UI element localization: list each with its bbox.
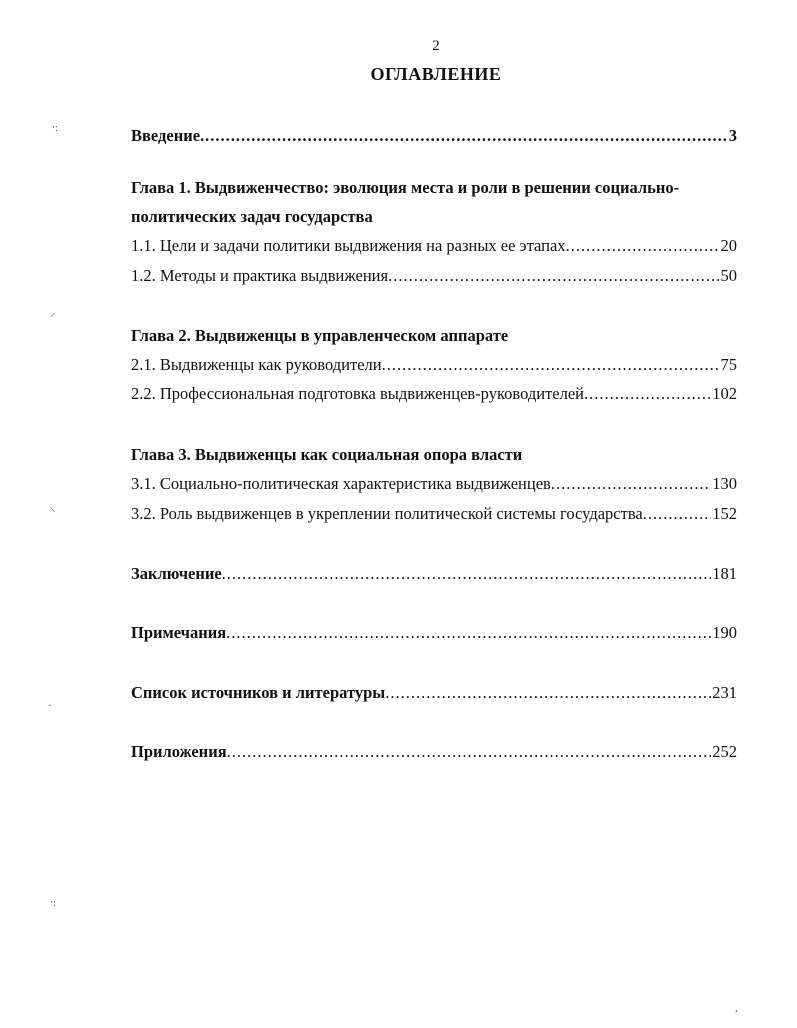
- toc-entry-label: Приложения: [131, 742, 227, 761]
- toc-leader-dots: [227, 741, 712, 763]
- toc-leader-dots: [222, 563, 712, 585]
- toc-entry-label: 1.1. Цели и задачи политики выдвижения на разных ее этапах: [131, 236, 566, 255]
- toc-leader-dots: [551, 473, 711, 495]
- toc-entry-notes[interactable]: [131, 622, 737, 644]
- toc-entry-1-1[interactable]: [131, 235, 737, 257]
- scan-speck: ⸱:: [50, 897, 57, 909]
- toc-entry-label: 3.2. Роль выдвиженцев в укреплении политической системы государства: [131, 504, 643, 523]
- toc-page-number: 102: [712, 384, 737, 403]
- toc-entry-conclusion[interactable]: [131, 563, 737, 585]
- scan-speck: ·: [48, 700, 52, 712]
- toc-leader-dots: [200, 125, 728, 147]
- toc-entry-2-2[interactable]: [131, 383, 737, 405]
- chapter-3-heading[interactable]: Глава 3. Выдвиженцы как социальная опора власти: [131, 445, 523, 464]
- toc-entry-sources[interactable]: [131, 682, 737, 704]
- page-number: 2: [432, 38, 440, 54]
- toc-entry-label: 2.1. Выдвиженцы как руководители: [131, 355, 382, 374]
- toc-entry-label: 2.2. Профессиональная подготовка выдвиженцев-руководителей: [131, 384, 584, 403]
- toc-leader-dots: [382, 354, 720, 376]
- toc-leader-dots: [643, 503, 712, 525]
- toc-entry-label: 3.1. Социально-политическая характеристика выдвиженцев: [131, 474, 551, 493]
- toc-page-number: 152: [712, 504, 737, 523]
- toc-entry-label: Список источников и литературы: [131, 683, 386, 702]
- scan-speck: ⸱:: [52, 122, 59, 134]
- toc-entry-label: 1.2. Методы и практика выдвижения: [131, 266, 389, 285]
- toc-entry-2-1[interactable]: [131, 354, 737, 376]
- toc-entry-appendix[interactable]: [131, 741, 737, 763]
- scan-speck: ⸜: [50, 502, 56, 514]
- toc-entry-1-2[interactable]: [131, 265, 737, 287]
- page-title: ОГЛАВЛЕНИЕ: [370, 64, 502, 84]
- toc-entry-3-1[interactable]: [131, 473, 737, 495]
- toc-leader-dots: [566, 235, 720, 257]
- toc-page-number: 252: [712, 742, 737, 761]
- chapter-2-heading[interactable]: Глава 2. Выдвиженцы в управленческом аппарате: [131, 326, 509, 345]
- toc-entry-label: Введение: [131, 126, 201, 145]
- chapter-1-heading[interactable]: Глава 1. Выдвиженчество: эволюция места и роли в решении социально-: [131, 178, 680, 197]
- chapter-1-heading-cont[interactable]: политических задач государства: [131, 207, 373, 226]
- scan-speck: ,: [735, 1002, 738, 1014]
- toc-page-number: 20: [720, 236, 737, 255]
- toc-page-number: 190: [712, 623, 737, 642]
- toc-page-number: 231: [712, 683, 737, 702]
- toc-leader-dots: [388, 265, 719, 287]
- toc-page-number: 3: [728, 126, 737, 145]
- toc-entry-label: Заключение: [131, 564, 222, 583]
- toc-leader-dots: [385, 682, 711, 704]
- toc-leader-dots: [226, 622, 711, 644]
- toc-entry-3-2[interactable]: [131, 503, 737, 525]
- toc-page-number: 50: [720, 266, 737, 285]
- toc-entry-label: Примечания: [131, 623, 227, 642]
- toc-page-number: 75: [720, 355, 737, 374]
- toc-page-number: 181: [712, 564, 737, 583]
- toc-page-number: 130: [712, 474, 737, 493]
- scan-speck: ⸝: [50, 307, 56, 319]
- toc-entry-intro[interactable]: [131, 125, 737, 147]
- toc-leader-dots: [584, 383, 711, 405]
